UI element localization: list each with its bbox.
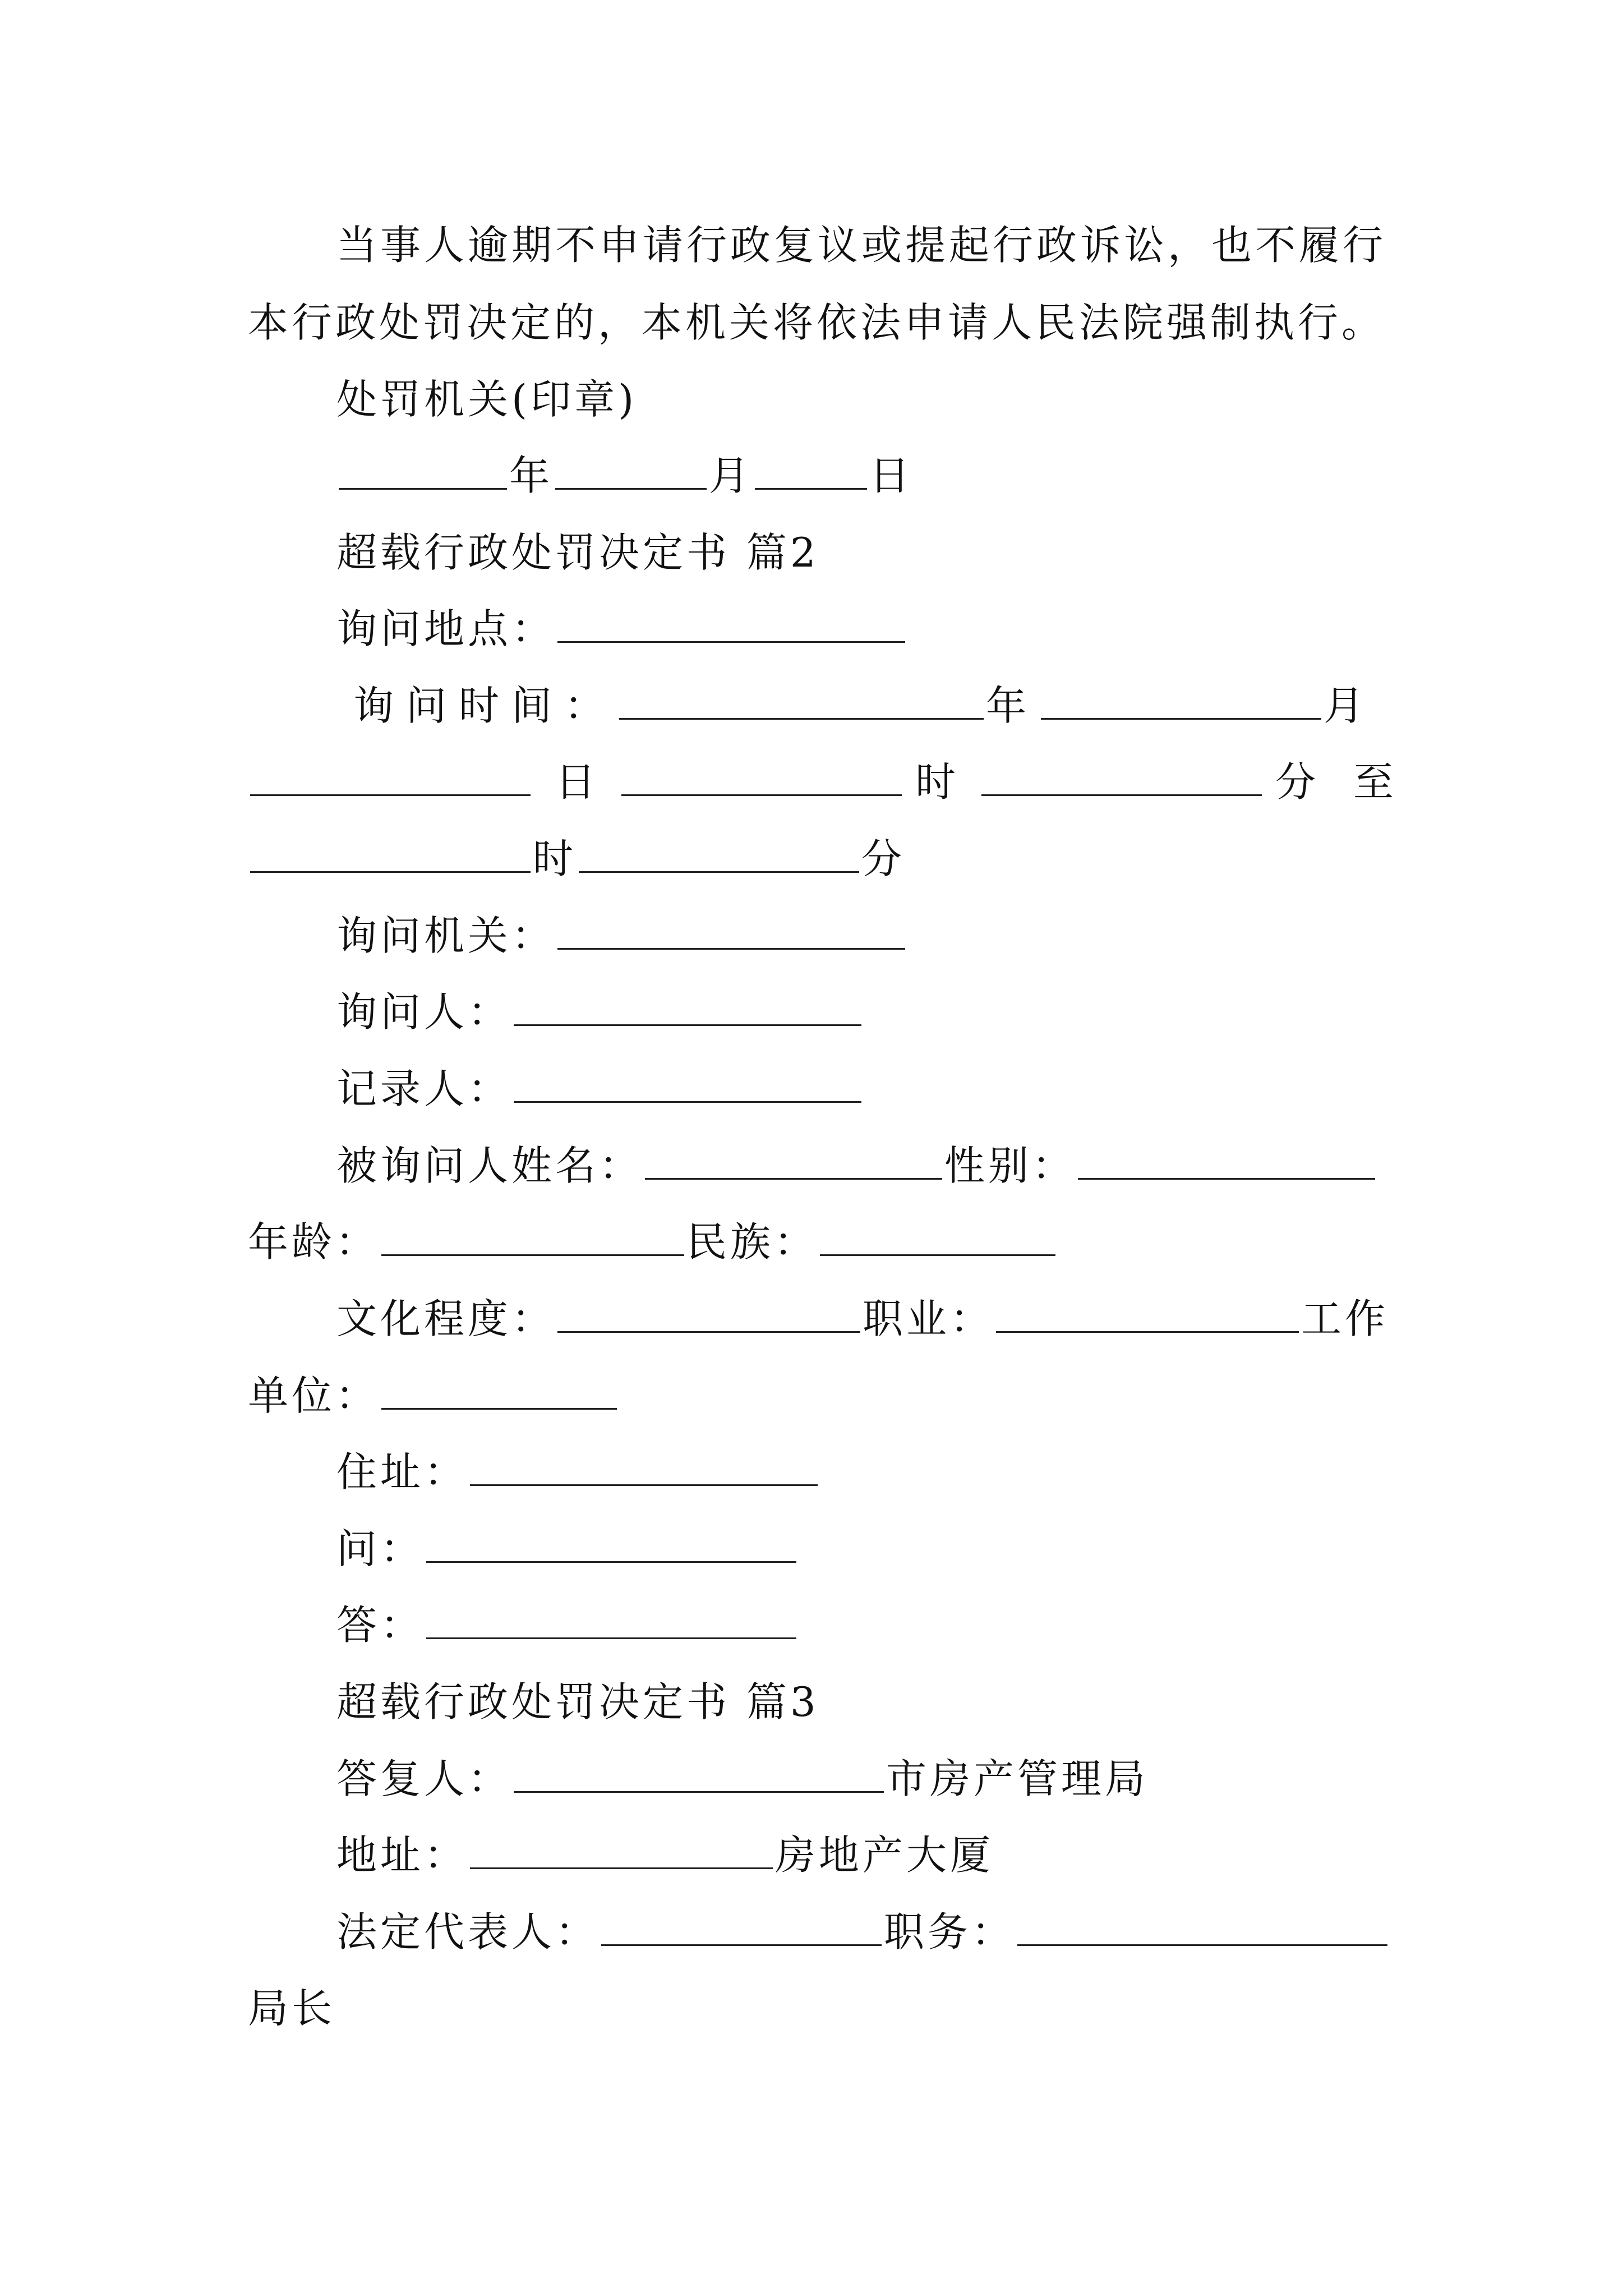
inquiry-time-row-2 xyxy=(248,755,1406,809)
year-label: 年 xyxy=(509,452,554,499)
name-gender-row xyxy=(336,1139,1377,1193)
inquirer-row xyxy=(336,985,864,1039)
name-blank[interactable] xyxy=(645,1143,942,1180)
position-blank[interactable] xyxy=(1017,1910,1387,1946)
name-label: 被询问人姓名： xyxy=(336,1142,643,1189)
time-day-blank[interactable] xyxy=(250,760,531,796)
age-ethnicity-row xyxy=(248,1215,1058,1269)
section-title xyxy=(336,1675,819,1729)
time-hour-blank[interactable] xyxy=(621,760,902,796)
inquirer-blank[interactable] xyxy=(514,990,861,1026)
address-blank[interactable] xyxy=(470,1450,818,1486)
time-minute-to-label: 分 至 xyxy=(1275,758,1406,806)
address-row xyxy=(336,1445,820,1499)
gender-label: 性别： xyxy=(944,1142,1076,1189)
recorder-blank[interactable] xyxy=(514,1066,861,1103)
time-end-hour-blank[interactable] xyxy=(250,836,531,873)
question-blank[interactable] xyxy=(426,1526,796,1563)
inquiry-time-row xyxy=(353,679,1376,733)
work-unit-row xyxy=(248,1369,619,1423)
inquiry-organ-row xyxy=(336,909,907,963)
recorder-label: 记录人： xyxy=(336,1065,512,1112)
work-unit-label-2: 单位： xyxy=(248,1372,380,1419)
gender-blank[interactable] xyxy=(1078,1143,1375,1180)
year-blank[interactable] xyxy=(339,453,507,490)
time-day-label: 日 xyxy=(555,758,608,806)
time-end-minute-blank[interactable] xyxy=(579,836,859,873)
inquirer-label: 询问人： xyxy=(336,988,512,1036)
time-year-blank[interactable] xyxy=(619,683,984,720)
representative-row xyxy=(336,1905,1390,1959)
work-unit-blank[interactable] xyxy=(381,1373,617,1410)
age-blank[interactable] xyxy=(381,1220,684,1256)
recorder-row xyxy=(336,1062,864,1116)
education-occupation-row xyxy=(336,1292,1389,1346)
month-blank[interactable] xyxy=(555,453,707,490)
paragraph-text: 当事人逾期不申请行政复议或提起行政诉讼，也不履行 xyxy=(336,222,1387,269)
time-end-hour-label: 时 xyxy=(533,835,577,882)
paragraph-line xyxy=(248,296,1385,349)
reply-address-label: 地址： xyxy=(336,1832,468,1879)
position-value: 局长 xyxy=(248,1985,336,2032)
section-title-text: 超载行政处罚决定书 篇2 xyxy=(336,529,819,576)
time-minute-blank[interactable] xyxy=(981,760,1262,796)
inquiry-organ-label: 询问机关： xyxy=(336,912,556,959)
occupation-label: 职业： xyxy=(863,1295,994,1342)
time-year-label: 年 xyxy=(986,682,1039,729)
section-title-text: 超载行政处罚决定书 篇3 xyxy=(336,1678,819,1726)
paragraph-text: 本行政处罚决定的，本机关将依法申请人民法院强制执行。 xyxy=(248,299,1386,346)
time-month-label: 月 xyxy=(1324,682,1377,729)
respondent-value: 市房产管理局 xyxy=(886,1755,1149,1802)
paragraph-line xyxy=(336,218,1386,272)
question-label: 问： xyxy=(336,1525,425,1572)
reply-address-blank[interactable] xyxy=(470,1833,773,1869)
question-row xyxy=(336,1522,799,1576)
day-blank[interactable] xyxy=(755,453,867,490)
position-value-row xyxy=(248,1981,335,2035)
respondent-row xyxy=(336,1752,1149,1806)
age-label: 年龄： xyxy=(248,1218,380,1266)
occupation-blank[interactable] xyxy=(996,1296,1299,1333)
day-label: 日 xyxy=(869,452,914,499)
seal-label-text: 处罚机关(印章) xyxy=(336,376,638,423)
time-month-blank[interactable] xyxy=(1041,683,1321,720)
ethnicity-blank[interactable] xyxy=(820,1220,1055,1256)
seal-label xyxy=(336,372,637,426)
time-hour-label: 时 xyxy=(915,758,969,806)
work-unit-label: 工作 xyxy=(1301,1295,1389,1342)
answer-label: 答： xyxy=(336,1602,425,1649)
section-title xyxy=(336,526,819,579)
inquiry-place-label: 询问地点： xyxy=(336,605,556,652)
inquiry-time-label: 询问时间： xyxy=(353,682,617,729)
representative-label: 法定代表人： xyxy=(336,1908,600,1955)
ethnicity-label: 民族： xyxy=(686,1218,818,1266)
education-blank[interactable] xyxy=(557,1296,860,1333)
answer-blank[interactable] xyxy=(426,1603,796,1639)
inquiry-organ-blank[interactable] xyxy=(557,913,905,950)
reply-address-value: 房地产大厦 xyxy=(775,1832,994,1879)
inquiry-place-row xyxy=(336,602,907,656)
address-label: 住址： xyxy=(336,1448,468,1496)
respondent-blank[interactable] xyxy=(514,1756,884,1793)
reply-address-row xyxy=(336,1828,994,1882)
month-label: 月 xyxy=(709,452,753,499)
respondent-label: 答复人： xyxy=(336,1755,512,1802)
inquiry-time-row-3 xyxy=(248,832,905,886)
time-end-minute-label: 分 xyxy=(861,835,906,882)
position-label: 职务： xyxy=(884,1908,1016,1955)
representative-blank[interactable] xyxy=(601,1910,882,1946)
inquiry-place-blank[interactable] xyxy=(557,606,905,643)
date-line xyxy=(336,449,913,503)
answer-row xyxy=(336,1598,799,1652)
education-label: 文化程度： xyxy=(336,1295,556,1342)
